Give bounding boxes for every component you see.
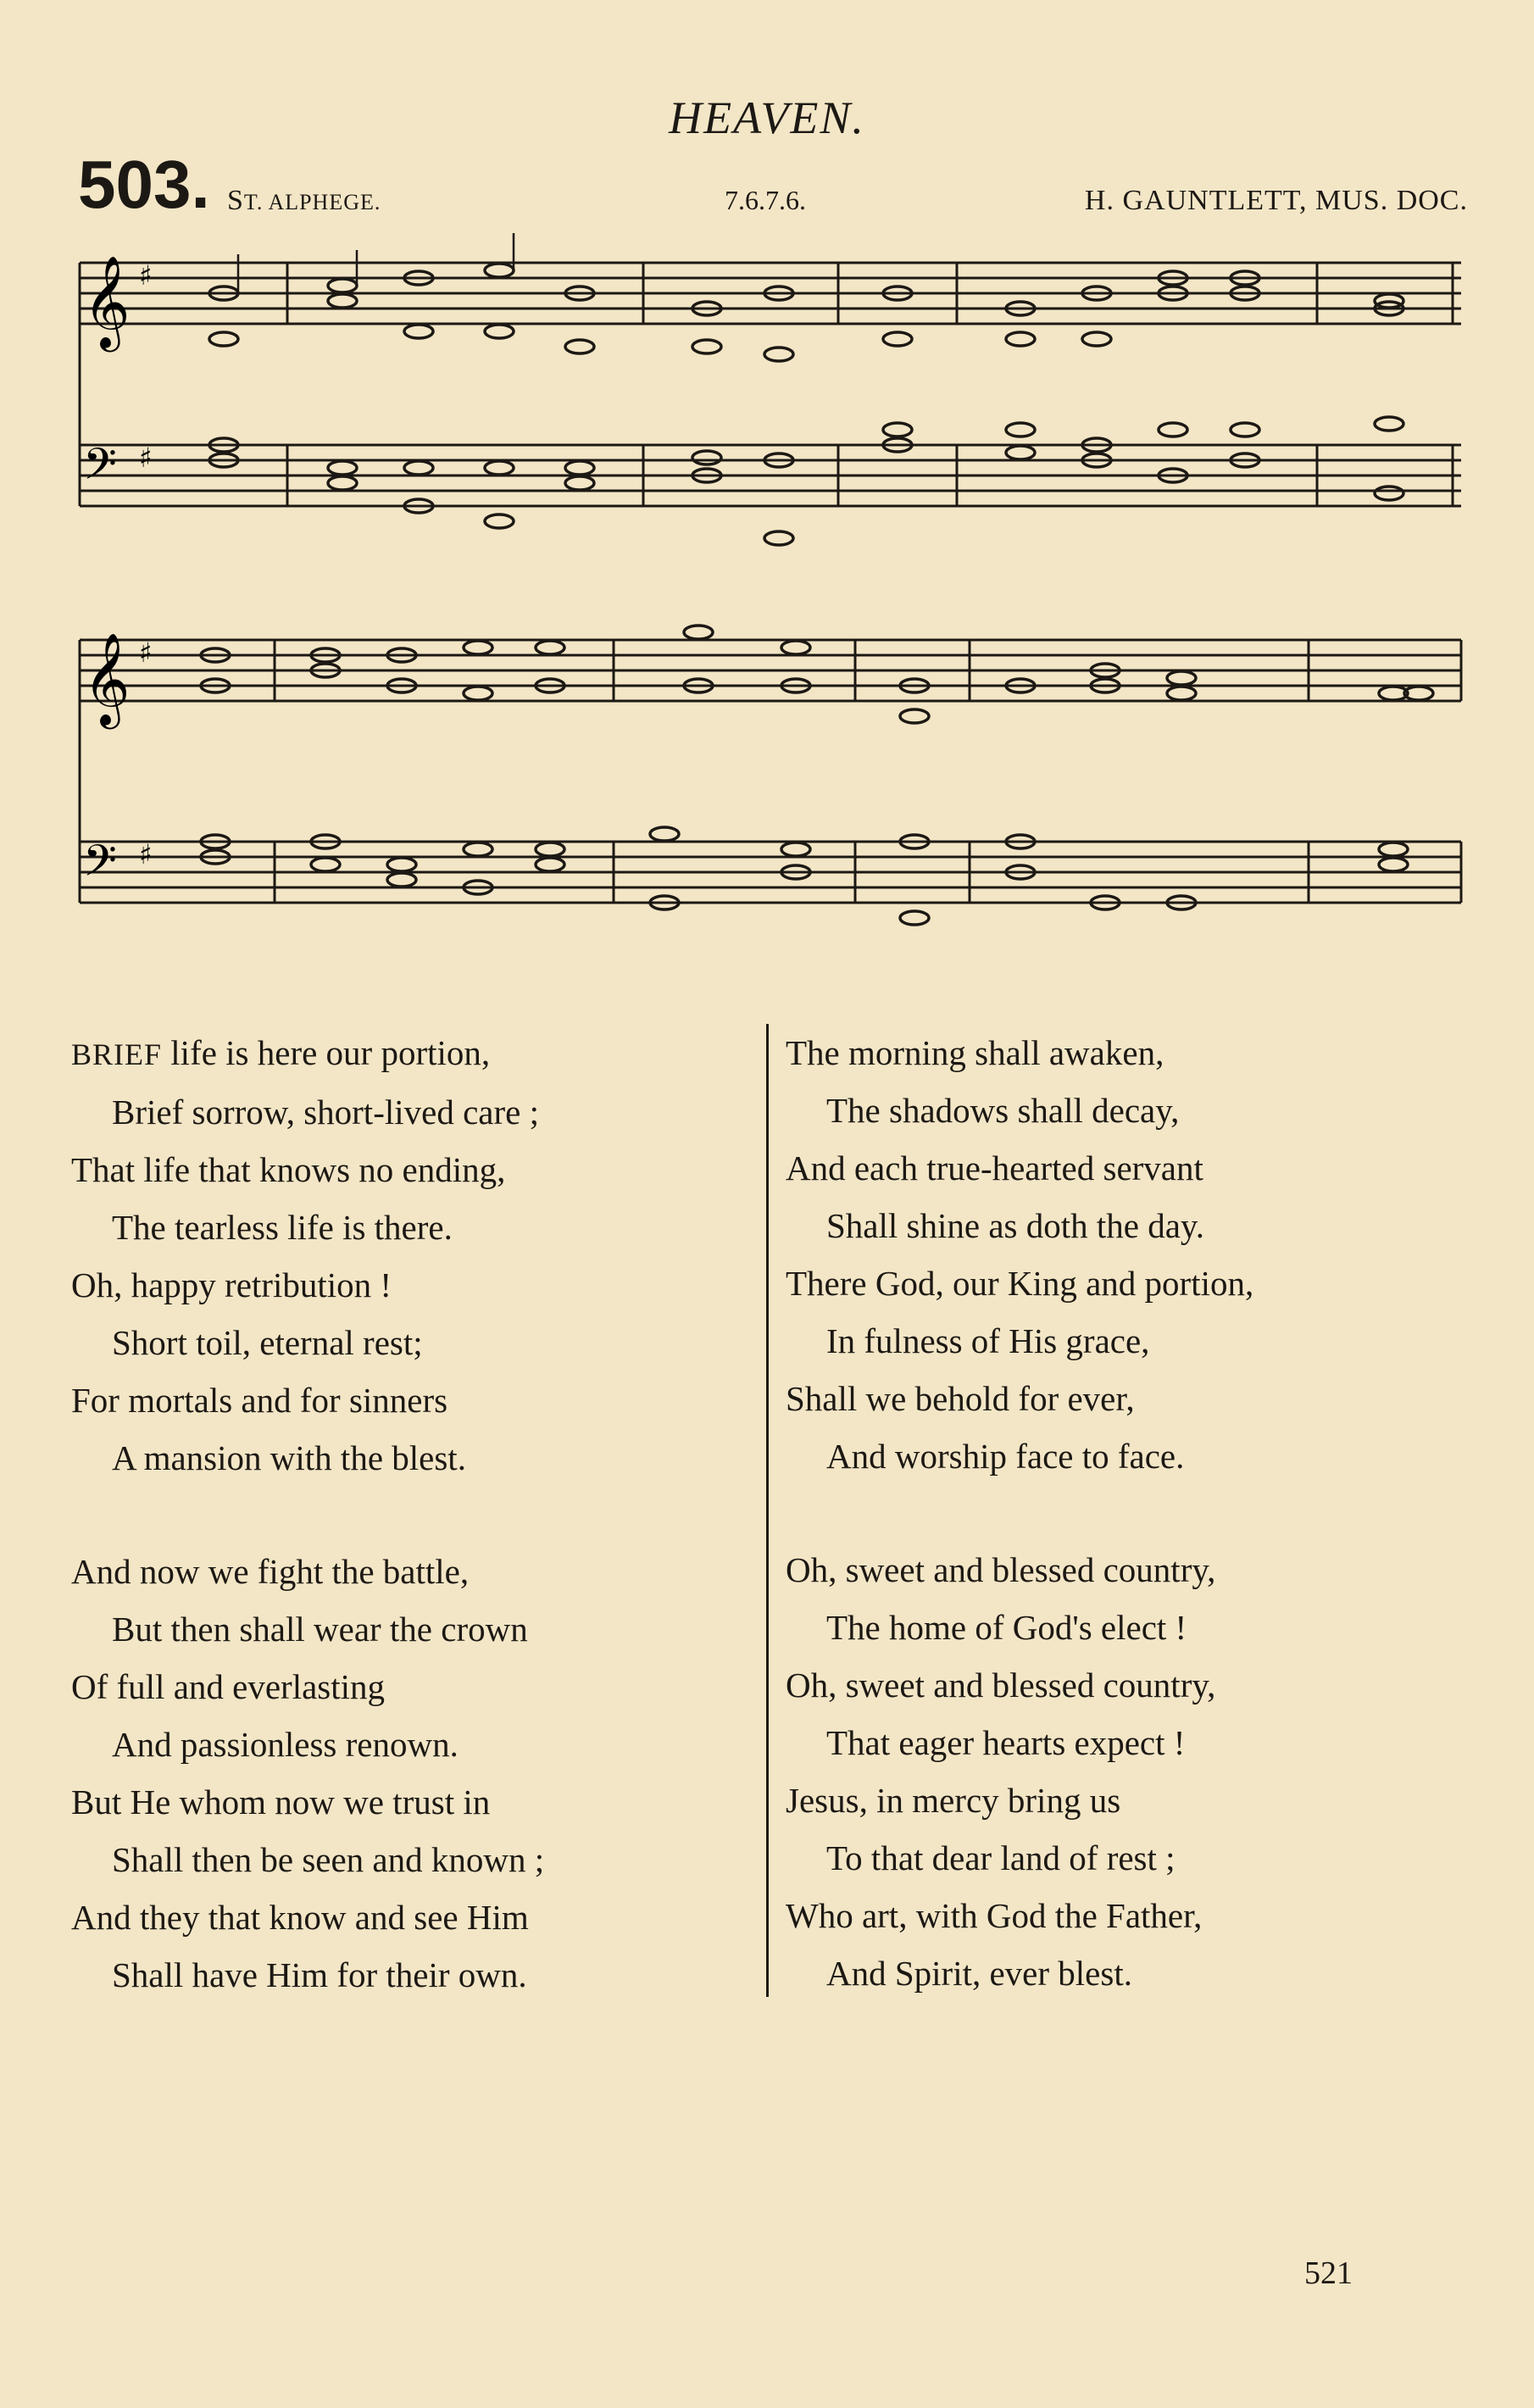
- column-divider: [766, 1024, 769, 1997]
- music-system-2: [71, 606, 1471, 962]
- bass-clef-icon: 𝄢: [83, 835, 117, 897]
- verse-line: Oh, sweet and blessed country,: [786, 1666, 1216, 1705]
- verses-right-column: [786, 1024, 1253, 2058]
- tune-name-middle: T. A: [243, 190, 286, 214]
- treble-clef-icon: 𝄞: [83, 256, 131, 348]
- verses-left-column: [71, 1024, 544, 2060]
- stanza-3: [786, 1024, 1253, 1485]
- verse-line: A mansion with the blest.: [112, 1438, 466, 1477]
- verse-line: In fulness of His grace,: [826, 1321, 1150, 1360]
- verse-line: The tearless life is there.: [112, 1208, 453, 1247]
- section-title: HEAVEN.: [669, 92, 865, 143]
- verse-line: And passionless renown.: [112, 1725, 459, 1764]
- first-word: BRIEF: [71, 1037, 163, 1071]
- verse-line-text: life is here our portion,: [162, 1033, 491, 1072]
- stanza-2: [71, 1543, 544, 2004]
- verse-line: The shadows shall decay,: [826, 1091, 1180, 1130]
- bass-sharp-icon: ♯: [139, 838, 153, 870]
- hymn-number: 503.: [78, 147, 210, 222]
- verse-line: Oh, happy retribution !: [71, 1265, 392, 1304]
- verse-line: And each true-hearted servant: [786, 1148, 1203, 1187]
- verse-line: The morning shall awaken,: [786, 1033, 1164, 1072]
- treble-sharp-icon: ♯: [139, 259, 153, 292]
- verse-line: To that dear land of rest ;: [826, 1838, 1176, 1877]
- stanza-4: [786, 1541, 1253, 2002]
- bass-sharp-icon: ♯: [139, 442, 153, 474]
- page-number: 521: [1304, 2255, 1353, 2291]
- verse-line: [71, 1024, 544, 1083]
- verse-line: Shall have Him for their own.: [112, 1955, 527, 1994]
- tune-name: [227, 185, 381, 217]
- treble-staff: [80, 640, 1461, 701]
- verse-line: Shall shine as doth the day.: [826, 1206, 1204, 1245]
- verse-line: Who art, with God the Father,: [786, 1896, 1203, 1935]
- notes: [209, 233, 1403, 545]
- barlines: [287, 263, 1453, 506]
- verse-line: Shall then be seen and known ;: [112, 1840, 545, 1879]
- bass-staff: [80, 842, 1461, 903]
- verse-line: That life that knows no ending,: [71, 1150, 506, 1189]
- treble-clef-icon: 𝄞: [83, 633, 131, 726]
- verse-line: Brief sorrow, short-lived care ;: [112, 1093, 539, 1132]
- treble-sharp-icon: ♯: [139, 637, 153, 669]
- verse-line: Jesus, in mercy bring us: [786, 1781, 1121, 1820]
- verse-line: Oh, sweet and blessed country,: [786, 1550, 1216, 1589]
- verse-line: The home of God's elect !: [826, 1608, 1187, 1647]
- verse-line: Shall we behold for ever,: [786, 1379, 1135, 1418]
- meter: 7.6.7.6.: [725, 185, 806, 215]
- verse-line: But then shall wear the crown: [112, 1610, 528, 1649]
- verse-line: For mortals and for sinners: [71, 1381, 448, 1420]
- verse-line: And they that know and see Him: [71, 1898, 529, 1937]
- verse-line: Short toil, eternal rest;: [112, 1323, 423, 1362]
- verses: [71, 1024, 1471, 2041]
- verse-line: And Spirit, ever blest.: [826, 1954, 1132, 1993]
- verse-line: That eager hearts expect !: [826, 1723, 1186, 1762]
- bass-clef-icon: 𝄢: [83, 438, 117, 500]
- verse-line: And now we fight the battle,: [71, 1552, 470, 1591]
- tune-name-end: LPHEGE.: [285, 190, 381, 214]
- stanza-1: [71, 1024, 544, 1487]
- music-system-1: [71, 229, 1471, 568]
- verse-line: And worship face to face.: [826, 1437, 1185, 1476]
- verse-line: There God, our King and portion,: [786, 1264, 1254, 1303]
- composer: H. GAUNTLETT, MUS. DOC.: [1084, 185, 1468, 216]
- tune-name-initial: S: [227, 185, 244, 216]
- barlines: [275, 640, 1461, 903]
- verse-line: But He whom now we trust in: [71, 1782, 491, 1821]
- verse-line: Of full and everlasting: [71, 1667, 386, 1706]
